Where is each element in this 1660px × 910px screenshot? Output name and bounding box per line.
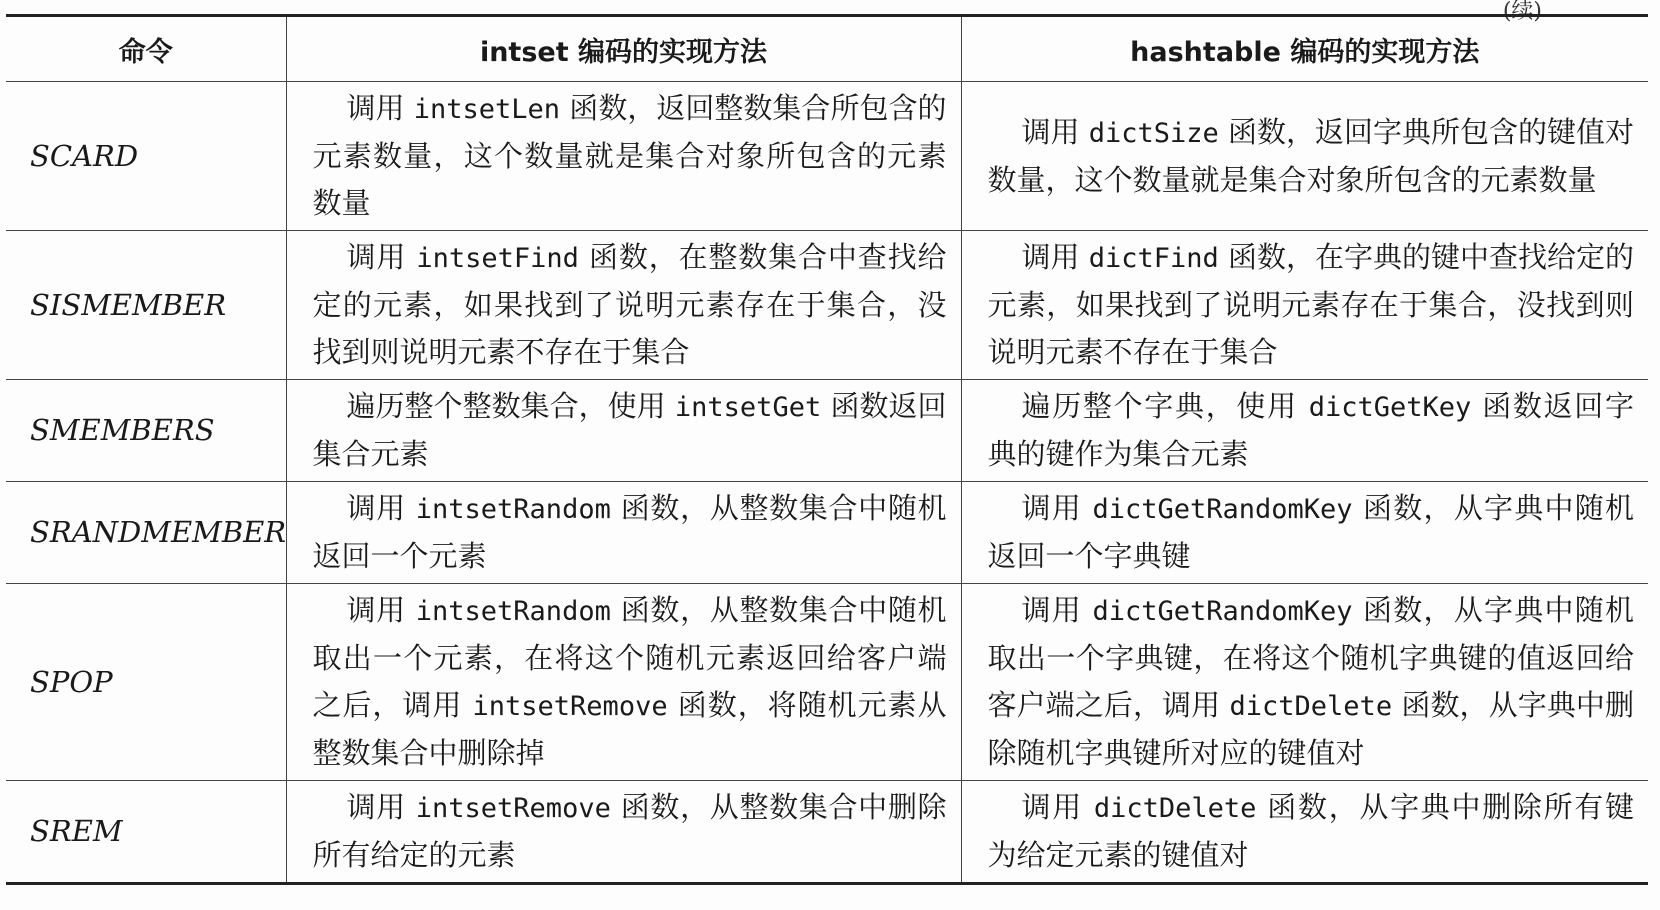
function-name: intsetRemove: [415, 793, 611, 824]
hashtable-description: 调用 dictSize 函数，返回字典所包含的键值对数量，这个数量就是集合对象所包含的元素数量: [961, 82, 1648, 231]
command-cell: SPOP: [6, 584, 286, 781]
intset-description: 调用 intsetRandom 函数，从整数集合中随机取出一个元素，在将这个随机元素返回给客户端之后，调用 intsetRemove 函数，将随机元素从整数集合中删除掉: [286, 584, 961, 781]
hashtable-description: 调用 dictDelete 函数，从字典中删除所有键为给定元素的键值对: [961, 781, 1648, 884]
function-name: dictGetRandomKey: [1092, 494, 1353, 525]
table-row: [6, 584, 1648, 781]
continued-marker: (续): [1502, 0, 1542, 24]
header-command: 命令: [6, 16, 286, 82]
hashtable-description: 调用 dictFind 函数，在字典的键中查找给定的元素，如果找到了说明元素存在于集合，没找到则说明元素不存在于集合: [961, 231, 1648, 380]
table-header-row: [6, 16, 1648, 82]
table-row: [6, 482, 1648, 584]
function-name: dictSize: [1088, 117, 1219, 149]
function-name: intsetFind: [416, 243, 579, 274]
table-row: [6, 781, 1648, 884]
command-cell: SREM: [6, 781, 286, 884]
intset-description: 调用 intsetRandom 函数，从整数集合中随机返回一个元素: [286, 482, 961, 584]
hashtable-description: 遍历整个字典，使用 dictGetKey 函数返回字典的键作为集合元素: [961, 380, 1648, 482]
intset-description: 调用 intsetLen 函数，返回整数集合所包含的元素数量，这个数量就是集合对象所包含的元素数量: [286, 82, 961, 231]
function-name: intsetRandom: [415, 494, 611, 525]
function-name: dictGetKey: [1308, 392, 1472, 423]
hashtable-description: 调用 dictGetRandomKey 函数，从字典中随机返回一个字典键: [961, 482, 1648, 584]
hashtable-description: 调用 dictGetRandomKey 函数，从字典中随机取出一个字典键，在将这个随机字典键的值返回给客户端之后，调用 dictDelete 函数，从字典中删除随机字典键所对应的键值对: [961, 584, 1648, 781]
table-row: [6, 231, 1648, 380]
set-command-implementation-table: [6, 14, 1648, 885]
header-hashtable: hashtable 编码的实现方法: [961, 16, 1648, 82]
command-cell: SISMEMBER: [6, 231, 286, 380]
function-name: dictGetRandomKey: [1092, 596, 1353, 627]
function-name: intsetGet: [674, 392, 822, 423]
command-cell: SCARD: [30, 138, 139, 173]
intset-description: 调用 intsetFind 函数，在整数集合中查找给定的元素，如果找到了说明元素存在于集合，没找到则说明元素不存在于集合: [286, 231, 961, 380]
table-row: [6, 82, 1648, 231]
header-intset: intset 编码的实现方法: [286, 16, 961, 82]
function-name: dictDelete: [1229, 691, 1393, 722]
function-name: intsetRemove: [472, 691, 668, 722]
function-name: dictDelete: [1093, 793, 1257, 824]
command-cell: SMEMBERS: [6, 380, 286, 482]
table-row: [6, 380, 1648, 482]
function-name: intsetLen: [413, 94, 561, 125]
function-name: dictFind: [1088, 243, 1219, 274]
intset-description: 调用 intsetRemove 函数，从整数集合中删除所有给定的元素: [286, 781, 961, 884]
function-name: intsetRandom: [415, 596, 611, 627]
intset-description: 遍历整个整数集合，使用 intsetGet 函数返回集合元素: [286, 380, 961, 482]
command-cell: SRANDMEMBER: [6, 482, 286, 584]
